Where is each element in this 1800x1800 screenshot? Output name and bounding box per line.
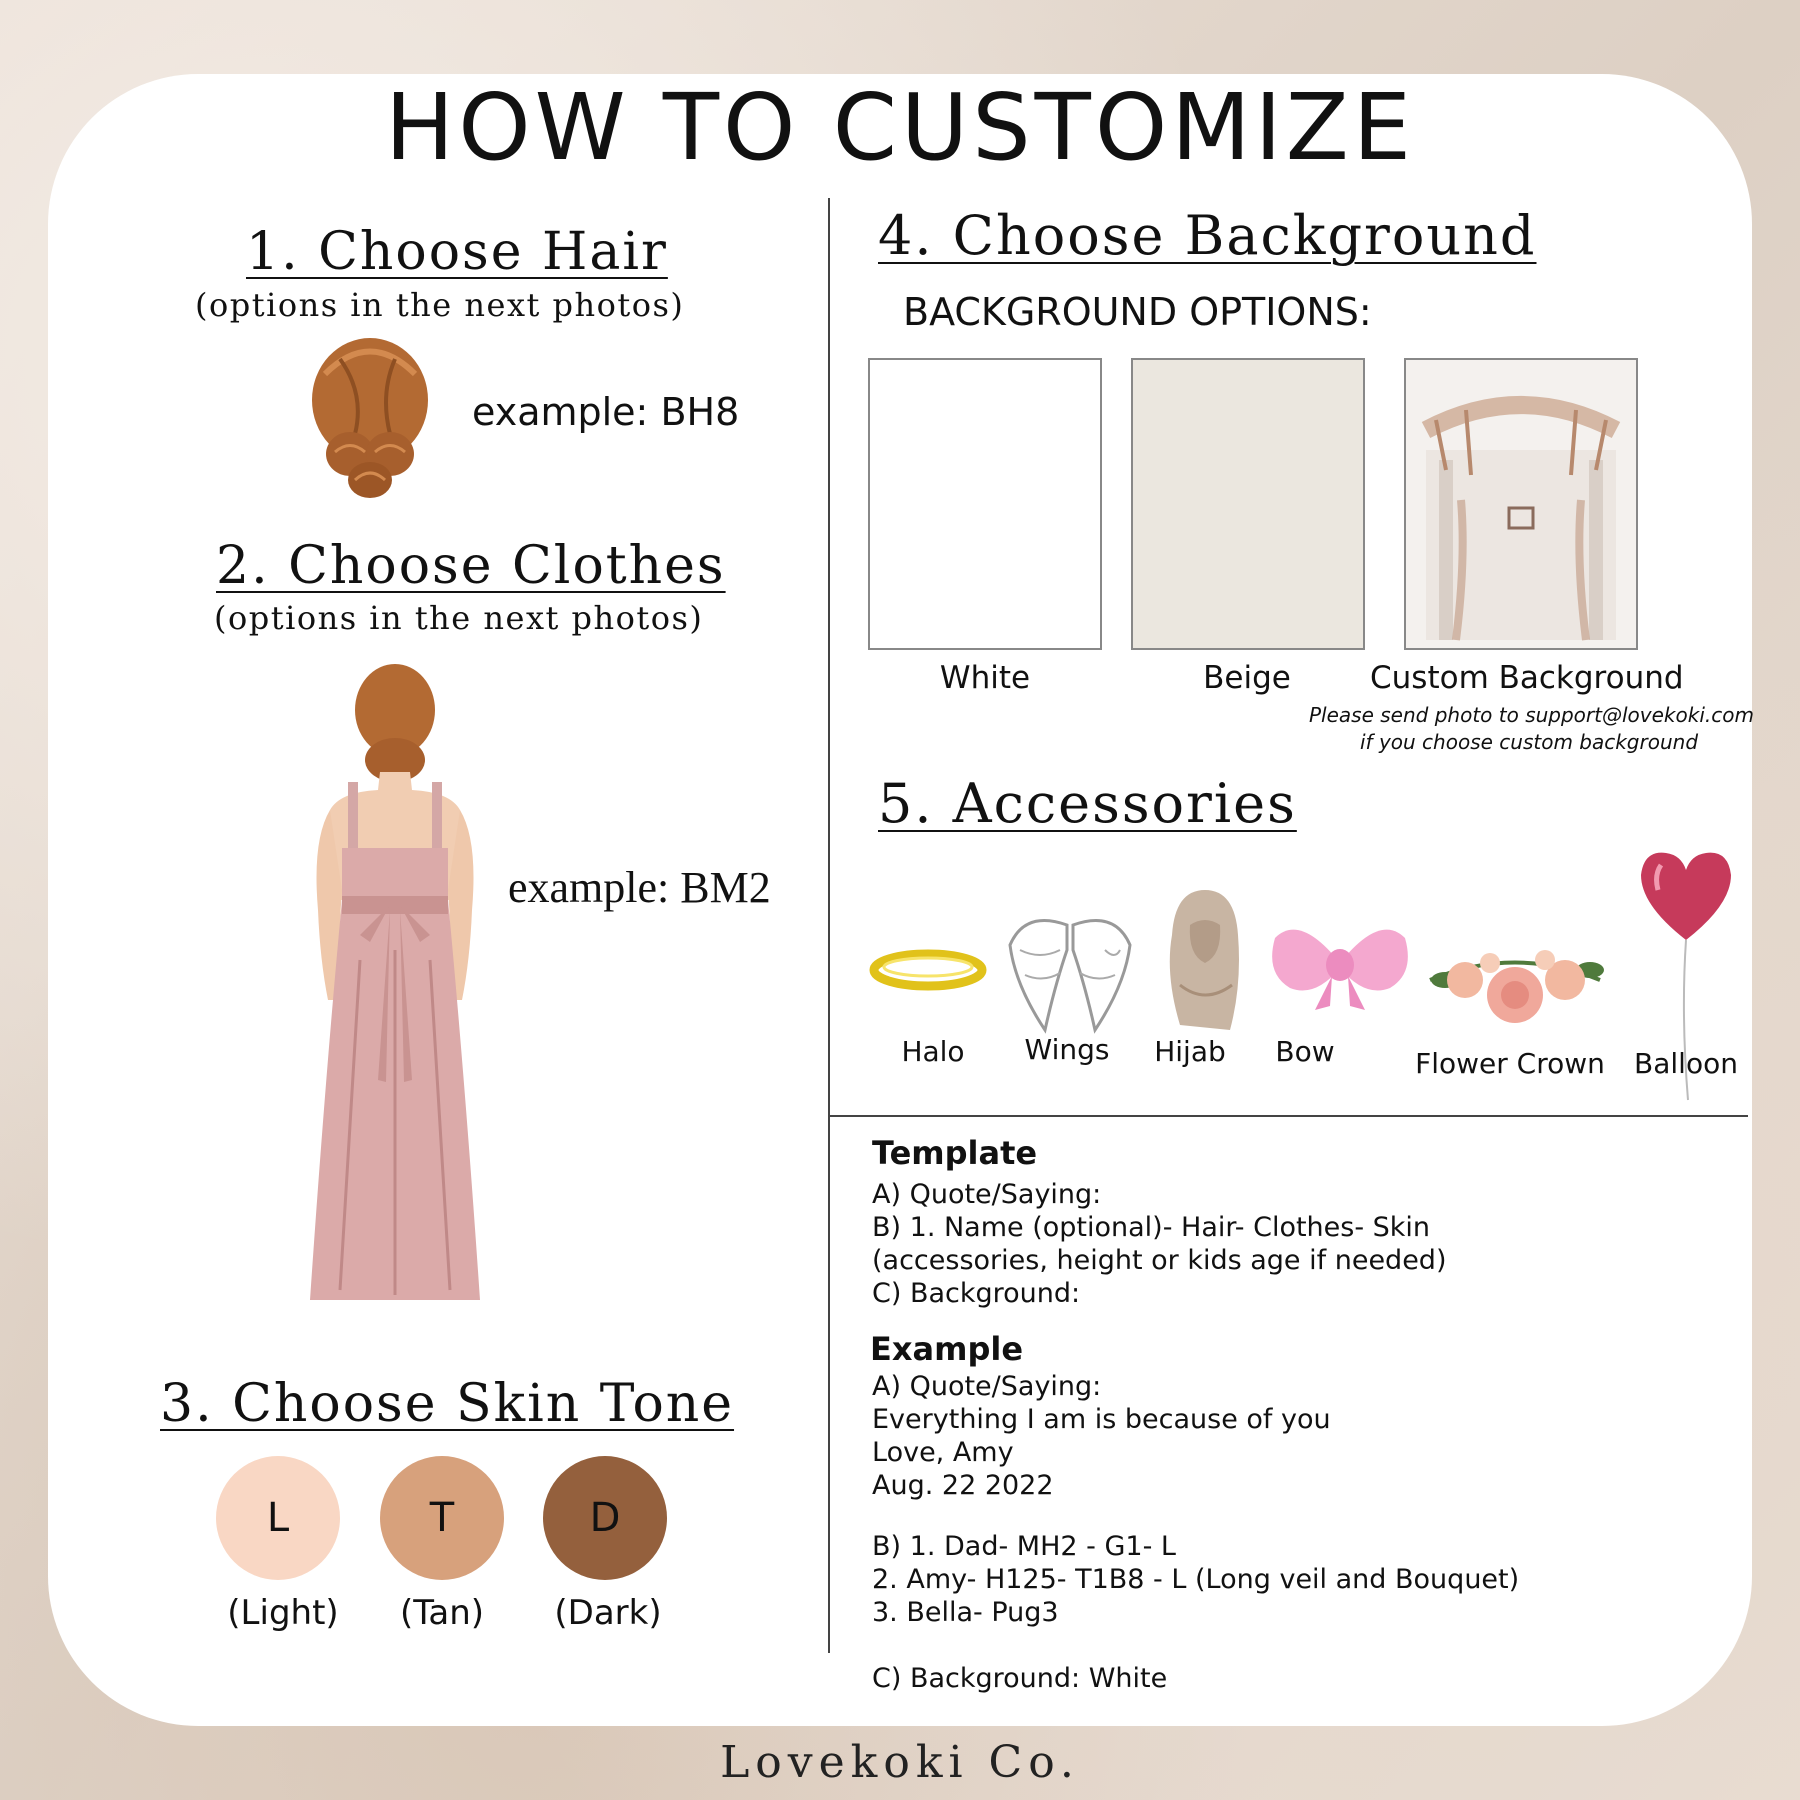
step5-heading: 5. Accessories [878, 772, 1297, 835]
skin-tone-tan-swatch[interactable] [380, 1456, 504, 1580]
accessory-label-flower-crown: Flower Crown [1415, 1047, 1605, 1080]
background-label-custom: Custom Background [1370, 660, 1684, 696]
skin-tone-light-letter: L [266, 1495, 290, 1541]
skin-tone-tan-letter: T [429, 1495, 455, 1541]
background-option-white[interactable] [868, 358, 1102, 650]
template-line: C) Background: [872, 1278, 1081, 1309]
dress-illustration [290, 660, 500, 1320]
example-heading: Example [870, 1330, 1024, 1368]
skin-tone-tan-label: (Tan) [399, 1593, 485, 1633]
bow-icon[interactable] [1270, 918, 1410, 1013]
custom-background-note-line2: if you choose custom background [1359, 730, 1699, 754]
background-option-beige[interactable] [1131, 358, 1365, 650]
template-line: A) Quote/Saying: [872, 1179, 1102, 1210]
wings-icon[interactable] [1005, 905, 1135, 1035]
example-line-c: C) Background: White [872, 1663, 1168, 1694]
step3-heading: 3. Choose Skin Tone [160, 1374, 735, 1434]
accessory-label-halo: Halo [901, 1035, 965, 1068]
example-line: A) Quote/Saying: [872, 1371, 1102, 1402]
background-label-beige: Beige [1203, 660, 1291, 696]
background-options-label: BACKGROUND OPTIONS: [903, 290, 1372, 334]
template-line: (accessories, height or kids age if needed) [872, 1245, 1447, 1276]
step4-heading: 4. Choose Background [878, 204, 1537, 267]
halo-icon[interactable] [868, 945, 988, 995]
skin-tone-light-label: (Light) [227, 1593, 339, 1633]
custom-background-note-line1: Please send photo to support@lovekoki.com [1309, 703, 1754, 727]
example-line: Aug. 22 2022 [872, 1470, 1054, 1501]
custom-background-preview [1406, 360, 1636, 648]
hair-bun-illustration [305, 334, 435, 502]
accessory-label-bow: Bow [1275, 1035, 1335, 1068]
accessory-label-balloon: Balloon [1634, 1047, 1738, 1080]
step1-example: example: BH8 [472, 390, 740, 434]
skin-tone-dark-swatch[interactable] [543, 1456, 667, 1580]
template-heading: Template [872, 1134, 1038, 1172]
example-lines-b [872, 1530, 1519, 1629]
page-title: HOW TO CUSTOMIZE [385, 74, 1415, 181]
example-lines-a [872, 1370, 1331, 1502]
step1-subheading: (options in the next photos) [195, 286, 685, 324]
skin-tone-dark-label: (Dark) [554, 1593, 662, 1633]
template-lines [872, 1178, 1446, 1310]
flower-crown-icon[interactable] [1420, 925, 1610, 1035]
skin-tone-light-swatch[interactable] [216, 1456, 340, 1580]
step1-heading: 1. Choose Hair [246, 222, 668, 282]
background-label-white: White [939, 660, 1031, 696]
step2-heading: 2. Choose Clothes [216, 536, 726, 596]
brand-name: Lovekoki Co. [720, 1737, 1080, 1788]
example-line: B) 1. Dad- MH2 - G1- L [872, 1531, 1176, 1562]
skin-tone-dark-letter: D [589, 1495, 621, 1541]
hijab-icon[interactable] [1160, 885, 1250, 1035]
example-line: Love, Amy [872, 1437, 1014, 1468]
example-line: 3. Bella- Pug3 [872, 1597, 1059, 1628]
accessory-label-hijab: Hijab [1154, 1035, 1226, 1068]
vertical-divider [828, 198, 830, 1653]
accessory-label-wings: Wings [1024, 1033, 1110, 1066]
horizontal-divider [828, 1115, 1748, 1117]
step2-example: example: BM2 [508, 863, 771, 912]
background-option-custom[interactable] [1404, 358, 1638, 650]
template-line: B) 1. Name (optional)- Hair- Clothes- Skin [872, 1212, 1431, 1243]
step2-subheading: (options in the next photos) [214, 599, 704, 637]
example-line: 2. Amy- H125- T1B8 - L (Long veil and Bouquet) [872, 1564, 1520, 1595]
example-line: Everything I am is because of you [872, 1404, 1331, 1435]
